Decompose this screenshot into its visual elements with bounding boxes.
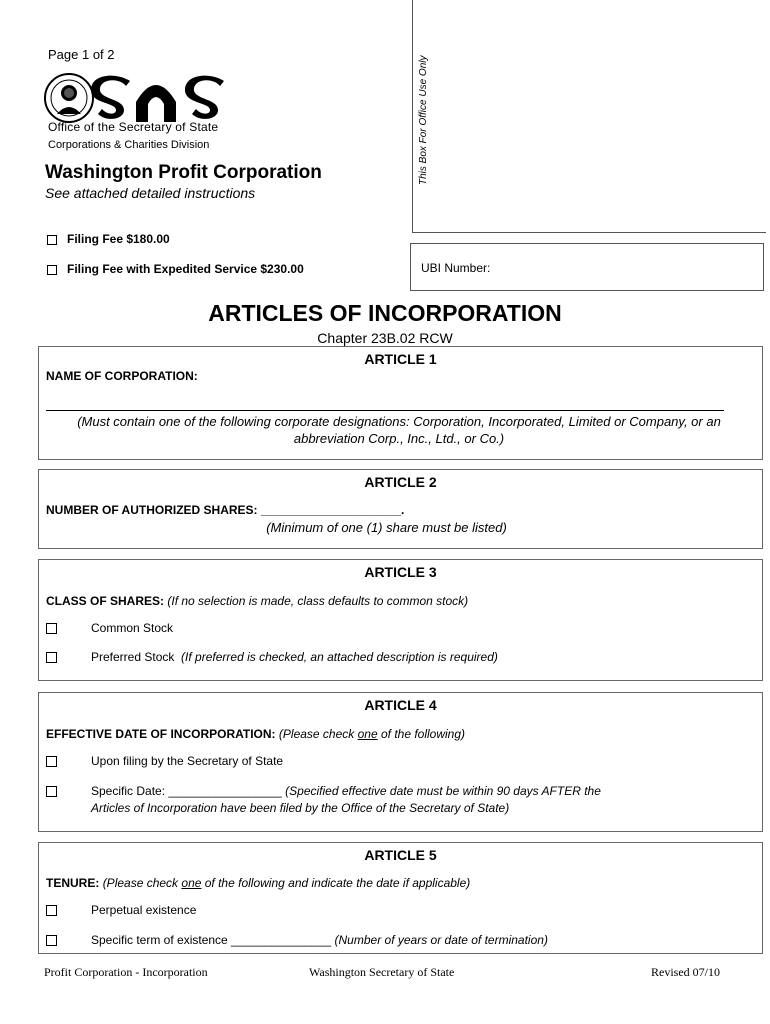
office-name: Office of the Secretary of State [48, 120, 219, 134]
fee-label: Filing Fee with Expedited Service $230.00 [67, 262, 304, 276]
tenure-label [46, 876, 470, 890]
label-text: TENURE: [46, 876, 100, 890]
checkbox[interactable] [47, 235, 57, 245]
option-hint: (Specified effective date must be within 90 days AFTER the [285, 784, 601, 798]
upon-filing-option[interactable] [46, 754, 284, 768]
preferred-stock-option[interactable] [46, 650, 498, 664]
class-of-shares-label [46, 594, 468, 608]
option-text: Specific term of existence _______________ [91, 933, 332, 947]
article-heading: ARTICLE 3 [364, 564, 437, 580]
form-subtitle: See attached detailed instructions [45, 185, 256, 201]
checkbox[interactable] [46, 652, 57, 663]
checkbox[interactable] [46, 623, 57, 634]
article-heading: ARTICLE 4 [364, 697, 437, 713]
article-heading: ARTICLE 1 [364, 351, 437, 367]
footer-agency: Washington Secretary of State [309, 965, 455, 979]
option-label [91, 784, 601, 798]
label-hint: (Please check one of the following and indicate the date if applicable) [102, 876, 471, 890]
option-label: Common Stock [91, 621, 174, 635]
sos-letters [91, 76, 224, 122]
filing-fee-option[interactable] [47, 232, 170, 246]
label-text: CLASS OF SHARES: [46, 594, 165, 608]
checkbox[interactable] [46, 786, 57, 797]
article-heading: ARTICLE 5 [364, 847, 437, 863]
designation-note: (Must contain one of the following corporate designations: Corporation, Incorporated, Limited or Company, or an abbreviation Corp., Inc., Ltd., or Co.) [77, 414, 721, 446]
office-use-box-border [412, 232, 766, 233]
corporation-name-field[interactable] [46, 410, 724, 411]
office-use-box-border [412, 0, 413, 232]
shares-note: (Minimum of one (1) share must be listed) [266, 520, 507, 535]
footer-revision: Revised 07/10 [651, 965, 720, 979]
article-3-section [38, 559, 763, 681]
label-hint: (If no selection is made, class defaults to common stock) [167, 594, 469, 608]
checkbox[interactable] [46, 905, 57, 916]
state-seal-icon [45, 74, 93, 122]
division-name: Corporations & Charities Division [48, 139, 210, 151]
article-5-section [38, 842, 763, 954]
specific-date-option[interactable] [46, 784, 601, 798]
effective-date-label [46, 727, 465, 741]
article-1-section [38, 346, 763, 460]
expedited-fee-option[interactable] [47, 262, 304, 276]
fee-label: Filing Fee $180.00 [67, 232, 170, 246]
option-label: Perpetual existence [91, 903, 197, 917]
option-label: Upon filing by the Secretary of State [91, 754, 284, 768]
option-hint: (Number of years or date of termination) [334, 933, 548, 947]
article-4-section [38, 692, 763, 832]
article-heading: ARTICLE 2 [364, 474, 437, 490]
checkbox[interactable] [47, 265, 57, 275]
authorized-shares-label[interactable]: NUMBER OF AUTHORIZED SHARES: _____________________. [46, 503, 405, 517]
common-stock-option[interactable] [46, 621, 174, 635]
office-use-label: This Box For Office Use Only [418, 55, 429, 185]
page-number: Page 1 of 2 [48, 47, 115, 62]
document-title: ARTICLES OF INCORPORATION [208, 300, 562, 326]
option-hint: Articles of Incorporation have been filed by the Office of the Secretary of State) [91, 801, 510, 815]
specific-term-option[interactable] [46, 933, 548, 947]
article-2-section [38, 469, 763, 549]
ubi-label: UBI Number: [421, 261, 491, 275]
corporation-name-label: NAME OF CORPORATION: [46, 369, 198, 383]
label-text: EFFECTIVE DATE OF INCORPORATION: [46, 727, 276, 741]
label-hint: (Please check one of the following) [278, 727, 466, 741]
option-text: Preferred Stock [91, 650, 175, 664]
option-hint: (If preferred is checked, an attached description is required) [181, 650, 498, 664]
option-label [91, 650, 498, 664]
ubi-number-box[interactable] [410, 243, 764, 291]
option-text: Specific Date: _________________ [91, 784, 282, 798]
form-title: Washington Profit Corporation [45, 162, 322, 183]
perpetual-existence-option[interactable] [46, 903, 197, 917]
checkbox[interactable] [46, 756, 57, 767]
option-label [91, 933, 548, 947]
footer-form-name: Profit Corporation - Incorporation [44, 965, 208, 979]
chapter-reference: Chapter 23B.02 RCW [317, 330, 453, 346]
checkbox[interactable] [46, 935, 57, 946]
